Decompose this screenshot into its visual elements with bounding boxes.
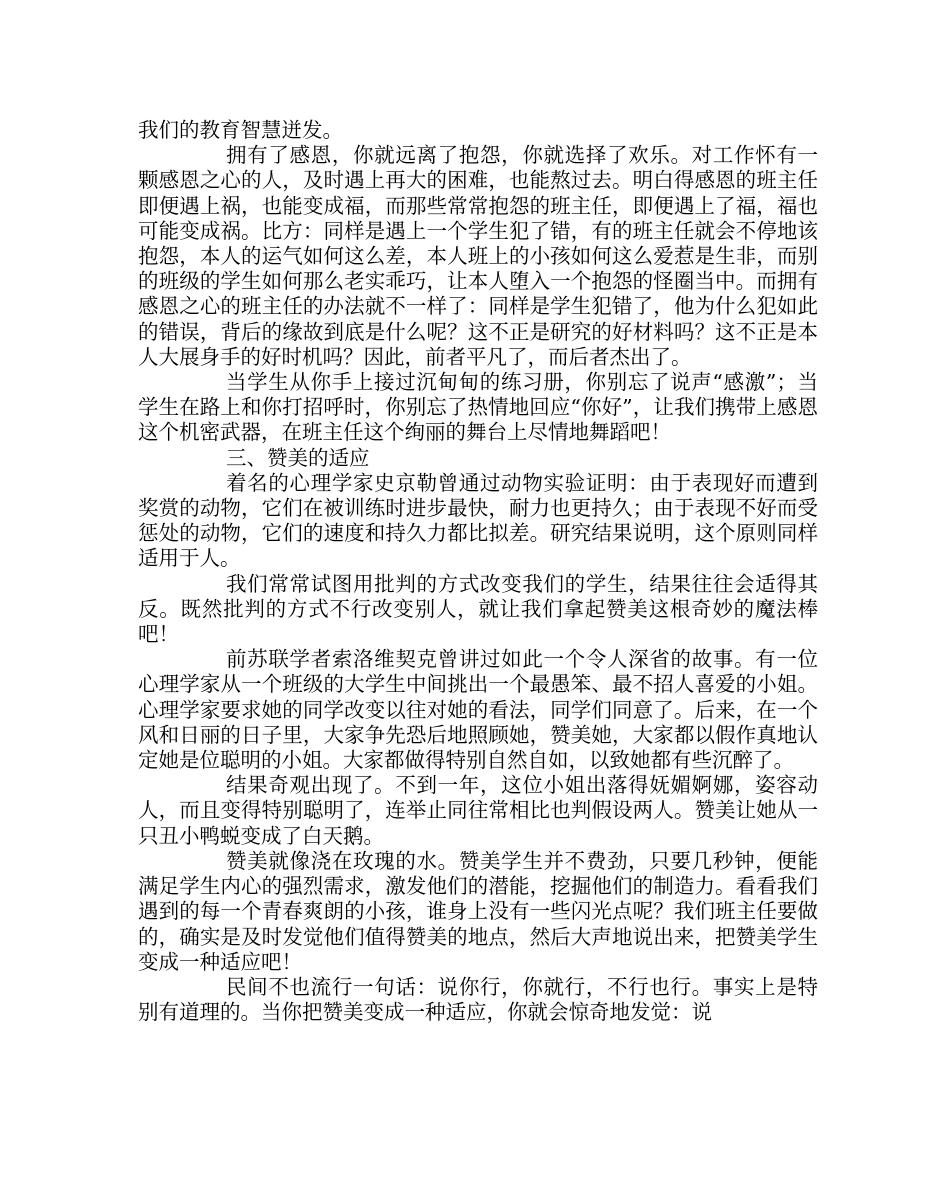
paragraph-criticism: 我们常常试图用批判的方式改变我们的学生，结果往往会适得其反。既然批判的方式不行改变别人，就让我们拿起赞美这根奇妙的魔法棒吧！ — [138, 571, 818, 647]
paragraph-saying: 民间不也流行一句话：说你行，你就行，不行也行。事实上是特别有道理的。当你把赞美变成一种适应，你就会惊奇地发觉：说 — [138, 974, 818, 1025]
paragraph-miracle: 结果奇观出现了。不到一年，这位小姐出落得妩媚婀娜，姿容动人，而且变得特别聪明了，连举止同往常相比也判假设两人。赞美让她从一只丑小鸭蜕变成了白天鹅。 — [138, 773, 818, 848]
paragraph-story: 前苏联学者索洛维契克曾讲过如此一个令人深省的故事。有一位心理学家从一个班级的大学生中间挑出一个最愚笨、最不招人喜爱的小姐。心理学家要求她的同学改变以往对她的看法，同学们同意了。后来，在一个风和日丽的日子里，大家争先恐后地照顾她，赞美她，大家都以假作真地认定她是位聪明的小姐。大家都做得特别自然自如，以致她都有些沉醉了。 — [138, 647, 818, 773]
paragraph-gratitude: 拥有了感恩，你就远离了抱怨，你就选择了欢乐。对工作怀有一颗感恩之心的人，及时遇上再大的困难，也能熬过去。明白得感恩的班主任即便遇上祸，也能变成福，而那些常常抱怨的班主任，即便遇上了福，福也可能变成祸。比方：同样是遇上一个学生犯了错，有的班主任就会不停地该抱怨，本人的运气如何这么差，本人班上的小孩如何这么爱惹是生非，而别的班级的学生如何那么老实乖巧，让本人堕入一个抱怨的怪圈当中。而拥有感恩之心的班主任的办法就不一样了：同样是学生犯错了，他为什么犯如此的错误，背后的缘故到底是什么呢？这不正是研究的好材料吗？这不正是本人大展身手的好时机吗？因此，前者平凡了，而后者杰出了。 — [138, 143, 818, 369]
paragraph-experiment: 着名的心理学家史京勒曾通过动物实验证明：由于表现好而遭到奖赏的动物，它们在被训练时进步最快，耐力也更持久；由于表现不好而受惩处的动物，它们的速度和持久力都比拟差。研究结果说明，这个原则同样适用于人。 — [138, 470, 818, 571]
paragraph-thanks: 当学生从你手上接过沉甸甸的练习册，你别忘了说声“感激”；当学生在路上和你打招呼时，你别忘了热情地回应“你好”，让我们携带上感恩这个机密武器，在班主任这个绚丽的舞台上尽情地舞蹈吧！ — [138, 370, 818, 445]
section-heading: 三、赞美的适应 — [226, 445, 370, 470]
paragraph-continuation: 我们的教育智慧迸发。 — [138, 118, 343, 142]
document-body — [138, 118, 818, 1025]
paragraph-praise: 赞美就像浇在玫瑰的水。赞美学生并不费劲，只要几秒钟，便能满足学生内心的强烈需求，激发他们的潜能，挖掘他们的制造力。看看我们遇到的每一个青春爽朗的小孩，谁身上没有一些闪光点呢？我们班主任要做的，确实是及时发觉他们值得赞美的地点，然后大声地说出来，把赞美学生变成一种适应吧！ — [138, 848, 818, 974]
